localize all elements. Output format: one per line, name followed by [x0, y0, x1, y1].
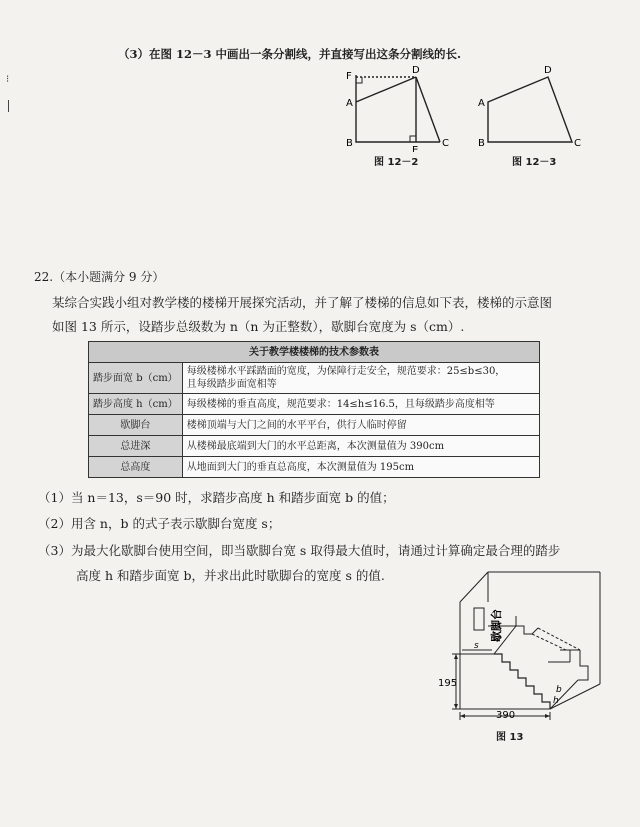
row-label: 踏步高度 h（cm）	[89, 394, 183, 415]
row-value: 楼梯顶端与大门之间的水平平台，供行人临时停留	[182, 415, 539, 436]
label-F: F	[346, 71, 352, 82]
fig12-3-caption: 图 12－3	[512, 157, 557, 168]
label-D: D	[544, 65, 552, 76]
table-row	[89, 457, 540, 478]
binding-mark: ⁝	[6, 74, 10, 85]
label-E: E	[412, 145, 419, 152]
row-value: 每级楼梯的垂直高度，规范要求：14≤h≤16.5，且每级踏步高度相等	[182, 394, 539, 415]
s-label: s	[474, 641, 479, 651]
fig12-2-DC	[416, 77, 440, 142]
fig13-caption: 图 13	[496, 732, 524, 743]
q22-intro-line1: 某综合实践小组对教学楼的楼梯开展探究活动，并了解了楼梯的信息如下表，楼梯的示意图	[52, 295, 553, 310]
q22-part3-line2: 高度 h 和踏步面宽 b，并求出此时歇脚台的宽度 s 的值.	[76, 568, 385, 583]
q22-part2: （2）用含 n，b 的式子表示歇脚台宽度 s；	[38, 516, 281, 531]
q22-header: 22.（本小题满分 9 分）	[34, 270, 165, 284]
platform-label: 歇脚台	[490, 609, 503, 642]
q21-part3-text: （3）在图 12－3 中画出一条分割线，并直接写出这条分割线的长.	[118, 47, 462, 61]
height-label: 195	[438, 678, 458, 689]
row-value: 从地面到大门的垂直总高度，本次测量值为 195cm	[182, 457, 539, 478]
figure-12-3	[470, 62, 590, 152]
table-row	[89, 436, 540, 457]
table-row	[89, 394, 540, 415]
row-value: 从楼梯最底端到大门的水平总距离，本次测量值为 390cm	[182, 436, 539, 457]
row-label: 总进深	[89, 436, 183, 457]
table-title: 关于教学楼楼梯的技术参数表	[89, 342, 540, 363]
label-B: B	[346, 138, 353, 149]
q22-part1: （1）当 n＝13，s＝90 时，求踏步高度 h 和踏步面宽 b 的值；	[38, 490, 395, 505]
row-value: 每级楼梯水平踩踏面的宽度，为保障行走安全，规范要求：25≤b≤30，	[186, 366, 506, 377]
label-A: A	[346, 98, 353, 109]
table-row	[89, 363, 540, 394]
h-label: h	[553, 696, 559, 706]
row-label: 踏步面宽 b（cm）	[89, 363, 183, 394]
spec-table	[88, 341, 540, 478]
label-B: B	[478, 138, 485, 149]
row-label: 总高度	[89, 457, 183, 478]
table-row	[89, 415, 540, 436]
binding-line	[8, 100, 9, 112]
depth-label: 390	[496, 710, 516, 721]
label-D: D	[412, 65, 420, 76]
fig12-2-AD	[356, 77, 416, 102]
row-value-cont: 且每级踏步面宽相等	[186, 379, 277, 390]
figure-13	[438, 566, 608, 726]
label-C: C	[442, 138, 449, 149]
fig12-2-caption: 图 12－2	[374, 157, 419, 168]
label-A: A	[478, 98, 485, 109]
b-label: b	[556, 685, 562, 695]
q22-part3-line1: （3）为最大化歇脚台使用空间，即当歇脚台宽 s 取得最大值时，请通过计算确定最合理的踏步	[38, 543, 561, 558]
figure-12-2	[330, 62, 460, 152]
row-label: 歇脚台	[89, 415, 183, 436]
q22-intro-line2: 如图 13 所示，设踏步总级数为 n（n 为正整数），歇脚台宽度为 s（cm）.	[52, 319, 465, 334]
label-C: C	[574, 138, 581, 149]
